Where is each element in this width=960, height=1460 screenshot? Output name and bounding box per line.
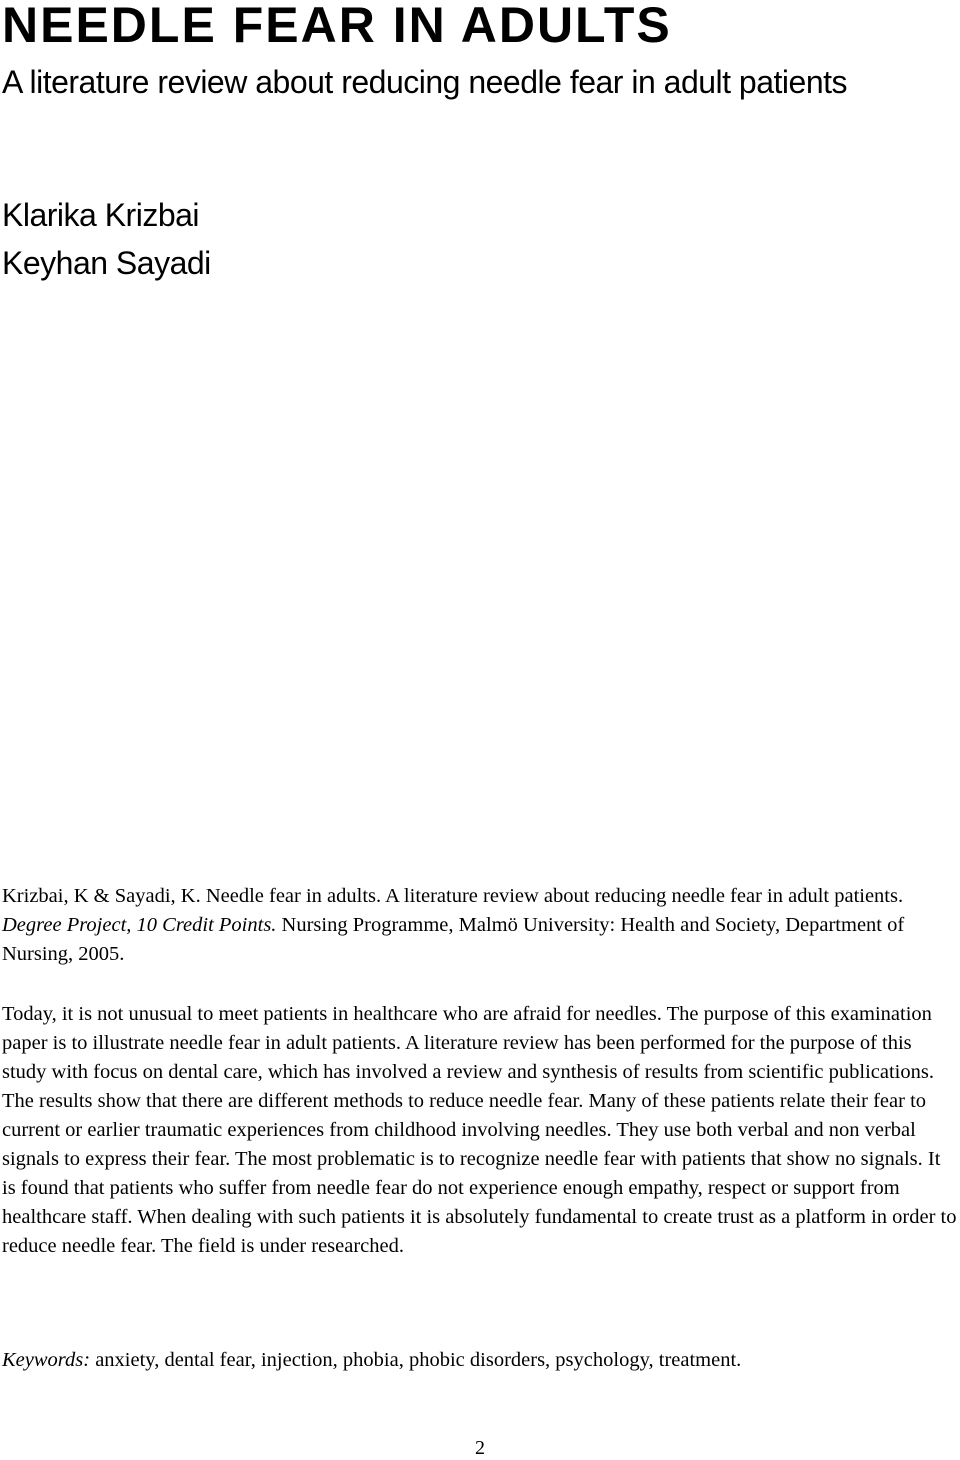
author-list [2, 191, 211, 287]
author-name: Klarika Krizbai [2, 197, 200, 233]
citation-degree-project: Degree Project, 10 Credit Points. [2, 914, 277, 936]
citation-text-continued: Nursing Programme, Malmö University: Health and Society, Department of Nursing, 2005. [2, 914, 905, 965]
abstract-paragraph: Today, it is not unusual to meet patients in healthcare who are afraid for needles. The purpose of this examination paper is to illustrate needle fear in adult patients. A literature review has been performed for the purpose of this study with focus on dental care, which has involved a review and synthesis of results from scientific publications. The results show that there are different methods to reduce needle fear. Many of these patients relate their fear to current or earlier traumatic experiences from childhood involving needles. They use both verbal and non verbal signals to express their fear. The most problematic is to recognize needle fear with patients that show no signals. It is found that patients who suffer from needle fear do not experience enough empathy, respect or support from healthcare staff. When dealing with such patients it is absolutely fundamental to create trust as a platform in order to reduce needle fear. The field is under researched. [2, 1003, 957, 1257]
citation-text: Krizbai, K & Sayadi, K. Needle fear in adults. A literature review about reducing needle fear in adult patients. [2, 885, 904, 907]
keywords-line [2, 1346, 958, 1375]
document-title: NEEDLE FEAR IN ADULTS [2, 0, 672, 53]
keywords-text: anxiety, dental fear, injection, phobia, phobic disorders, psychology, treatment. [90, 1349, 742, 1371]
keywords-label: Keywords: [2, 1349, 91, 1371]
page-number: 2 [475, 1437, 485, 1459]
document-subtitle: A literature review about reducing needle fear in adult patients [2, 64, 847, 100]
author-name: Keyhan Sayadi [2, 245, 211, 281]
citation-paragraph [2, 882, 958, 969]
